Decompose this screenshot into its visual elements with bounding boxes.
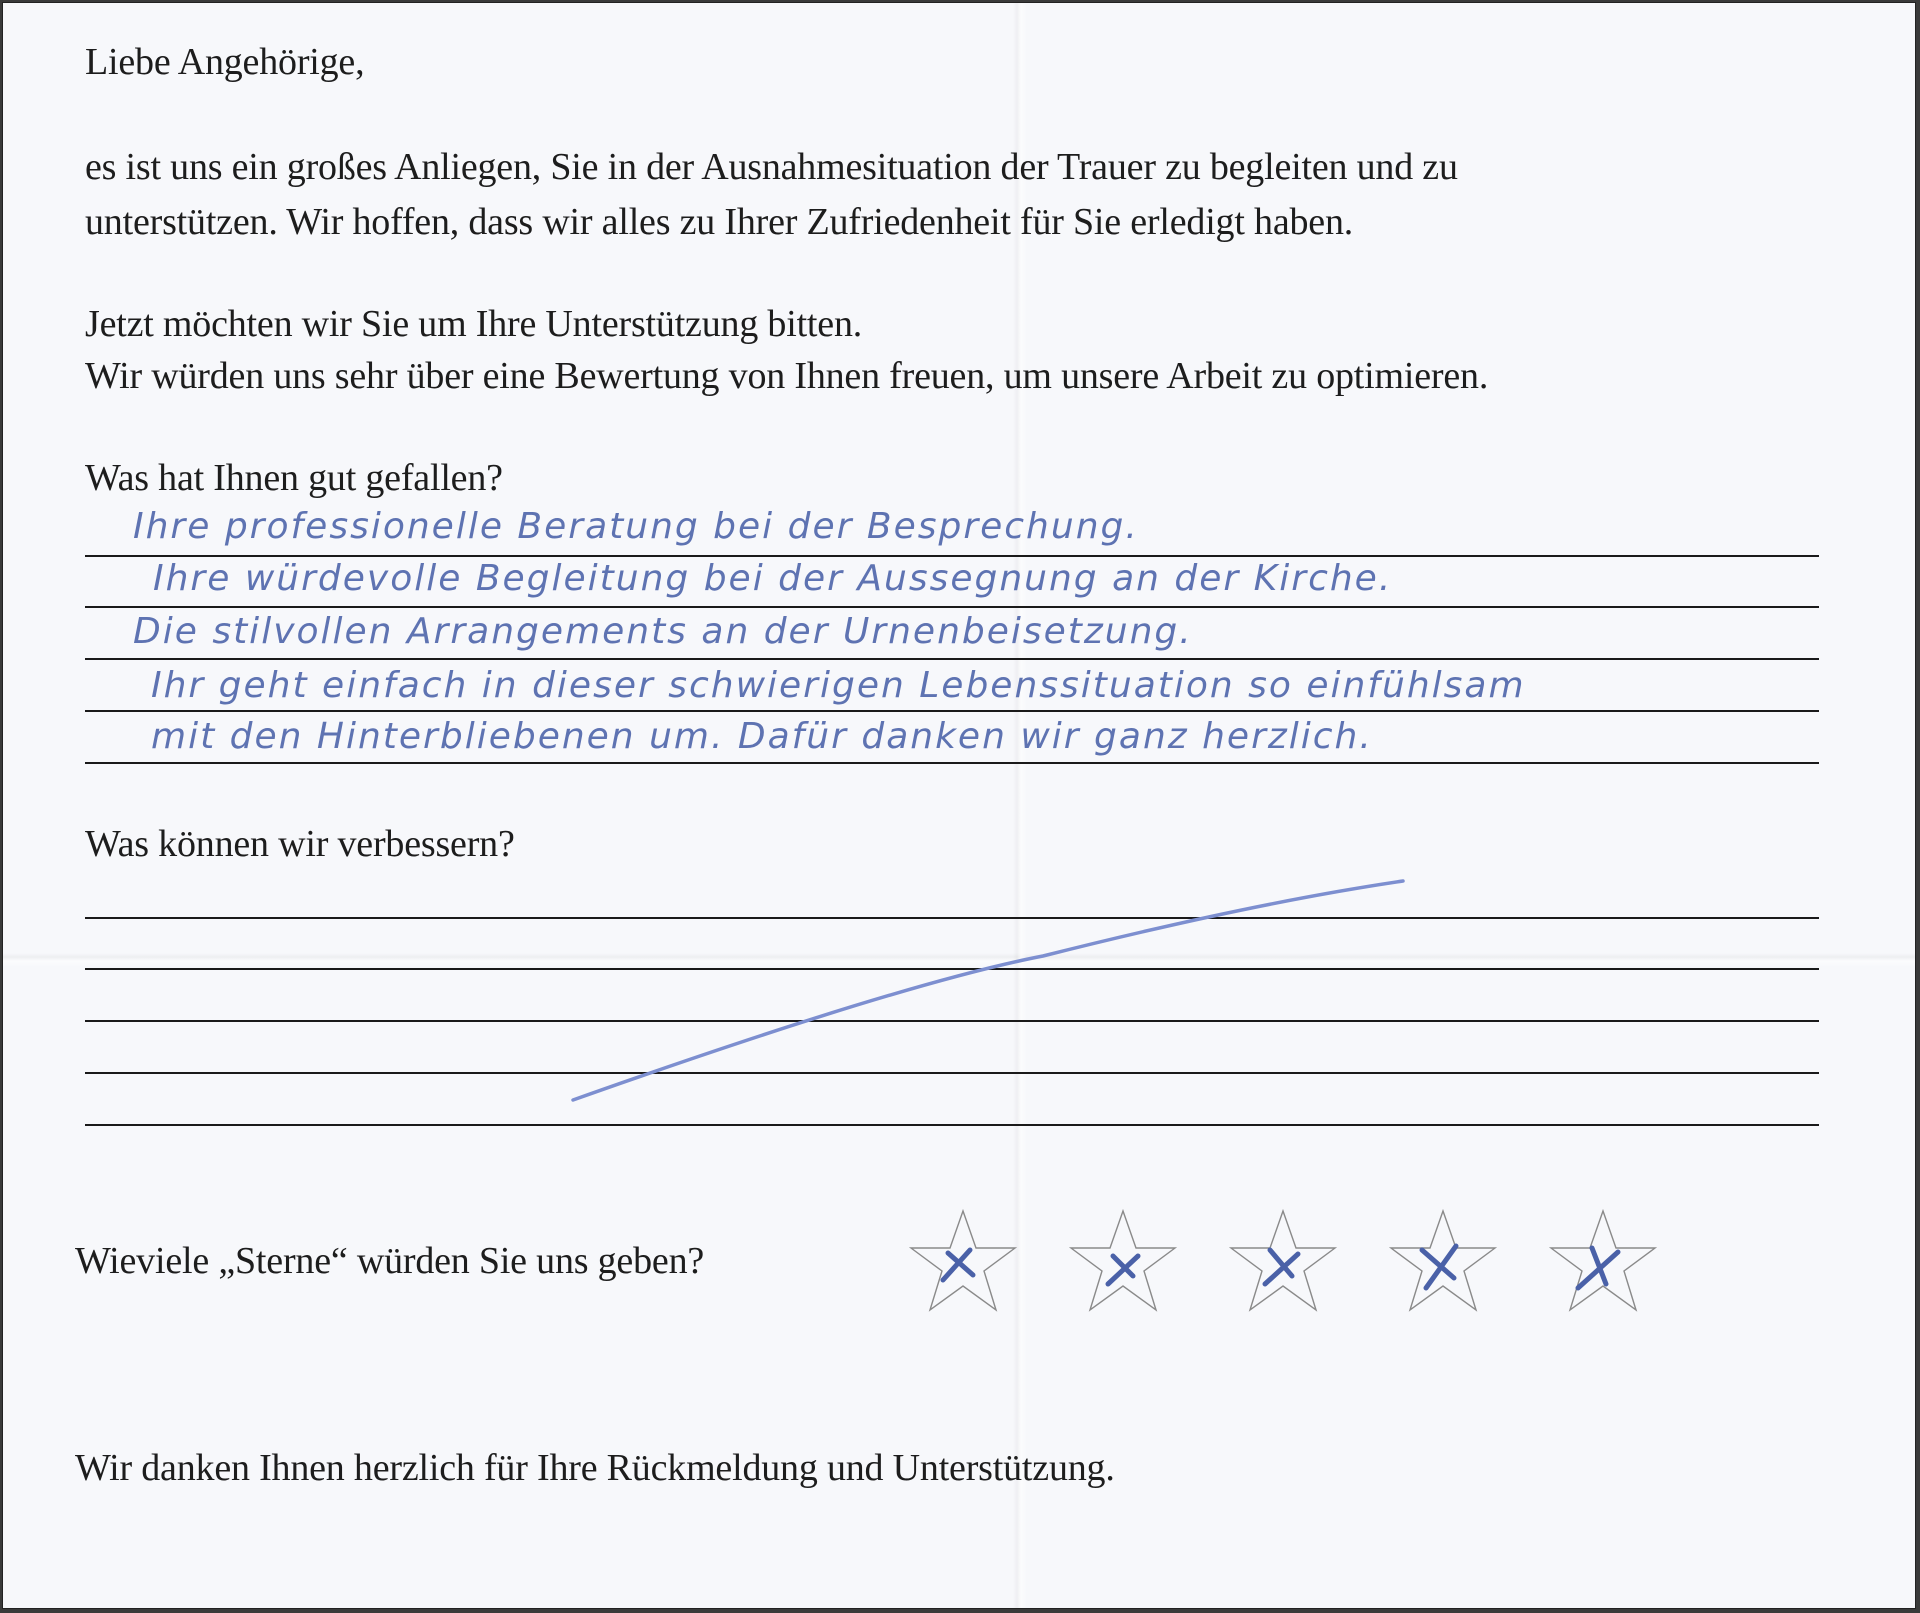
question-improve-label: Was können wir verbessern?	[85, 823, 515, 865]
answer-line	[85, 1072, 1819, 1074]
intro-line-1: es ist uns ein großes Anliegen, Sie in der Ausnahmesituation der Trauer zu begleiten und zu	[85, 146, 1458, 188]
request-line-1: Jetzt möchten wir Sie um Ihre Unterstützung bitten.	[85, 303, 863, 345]
star-5[interactable]	[1548, 1208, 1658, 1318]
answer-line	[85, 658, 1819, 660]
star-1[interactable]	[908, 1208, 1018, 1318]
handwritten-answer-4[interactable]: Ihr geht einfach in dieser schwierigen Lebenssituation so einfühlsam	[151, 665, 1526, 706]
handwritten-answer-5[interactable]: mit den Hinterbliebenen um. Dafür danken wir ganz herzlich.	[151, 716, 1373, 757]
handwritten-answer-3[interactable]: Die stilvollen Arrangements an der Urnenbeisetzung.	[133, 611, 1193, 652]
star-outline-icon	[1548, 1208, 1658, 1318]
request-line-2: Wir würden uns sehr über eine Bewertung von Ihnen freuen, um unsere Arbeit zu optimieren.	[85, 355, 1489, 397]
feedback-form-sheet	[2, 2, 1916, 1609]
answer-line	[85, 606, 1819, 608]
rating-label: Wieviele „Sterne“ würden Sie uns geben?	[75, 1240, 705, 1282]
answer-line	[85, 762, 1819, 764]
handwritten-answer-2[interactable]: Ihre würdevolle Begleitung bei der Aussegnung an der Kirche.	[153, 558, 1393, 599]
star-outline-icon	[1388, 1208, 1498, 1318]
intro-line-2: unterstützen. Wir hoffen, dass wir alles zu Ihrer Zufriedenheit für Sie erledigt haben.	[85, 201, 1354, 243]
answer-line	[85, 917, 1819, 919]
star-2[interactable]	[1068, 1208, 1178, 1318]
answer-line	[85, 555, 1819, 557]
star-rating[interactable]	[908, 1208, 1658, 1318]
star-3[interactable]	[1228, 1208, 1338, 1318]
star-outline-icon	[1228, 1208, 1338, 1318]
answer-line	[85, 710, 1819, 712]
star-outline-icon	[908, 1208, 1018, 1318]
star-outline-icon	[1068, 1208, 1178, 1318]
closing-line: Wir danken Ihnen herzlich für Ihre Rückmeldung und Unterstützung.	[75, 1447, 1115, 1489]
handwritten-answer-1[interactable]: Ihre professionelle Beratung bei der Besprechung.	[133, 506, 1139, 547]
answer-line	[85, 1020, 1819, 1022]
answer-line	[85, 968, 1819, 970]
answer-line	[85, 1124, 1819, 1126]
question-liked-label: Was hat Ihnen gut gefallen?	[85, 457, 503, 499]
greeting: Liebe Angehörige,	[85, 41, 365, 83]
star-4[interactable]	[1388, 1208, 1498, 1318]
